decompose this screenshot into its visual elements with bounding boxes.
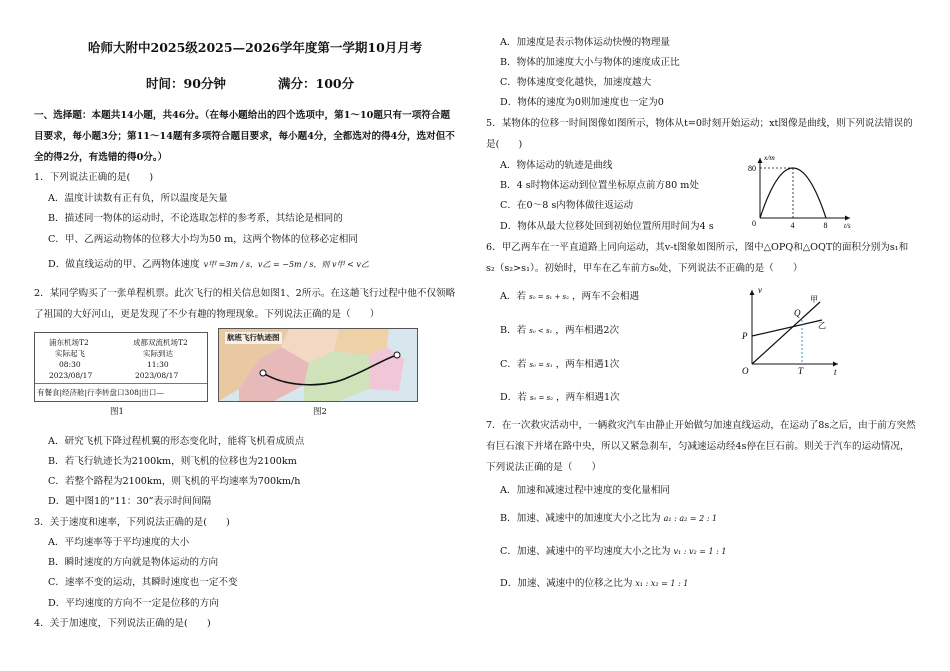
q6-P-label: P	[742, 331, 748, 341]
q5-ylabel: x/m	[764, 153, 775, 162]
q1-option-d: D．做直线运动的甲、乙两物体速度 v甲 =3m / s，v乙 = −5m / s，则 v甲 < v乙	[48, 259, 369, 270]
fig2-caption: 图2	[313, 407, 327, 417]
q4-option-b: B．物体的加速度大小与物体的速度成正比	[500, 57, 680, 68]
q6-option-b: B．若 s₀ < s₁ ，两车相遇2次	[500, 325, 620, 336]
ticket-from-label: 实际起飞	[55, 349, 85, 358]
q7-stem-line1: 7．在一次救灾活动中，一辆救灾汽车由静止开始做匀加速直线运动，在运动了8s之后，由于前方突然	[486, 420, 916, 431]
q2-stem-line2: 了祖国的大好河山，更是发现了不少有趣的物理现象。下列说法正确的是（ ）	[34, 309, 380, 320]
map-title: 航班飞行轨迹图	[227, 333, 280, 342]
q7-option-b-formula: a₁ : a₂ = 2 : 1	[663, 514, 718, 523]
exam-title: 哈师大附中2025级2025—2026学年度第一学期10月月考	[88, 40, 423, 55]
q5-option-b: B．4 s时物体运动到位置坐标原点前方80 m处	[500, 180, 699, 191]
q6-option-c-formula: s₀ = s₁	[529, 361, 553, 369]
q6-v-label: v	[758, 285, 762, 295]
ticket-to-time: 11:30	[147, 360, 169, 369]
q7-option-d-formula: x₁ : x₂ = 1 : 1	[635, 579, 689, 588]
q5-x-axis-arrow	[758, 158, 763, 163]
q1-option-a: A．温度计读数有正有负，所以温度是矢量	[48, 193, 228, 204]
section-instructions-line3: 全的得2分，有选错的得0分。）	[34, 152, 168, 163]
q2-option-d: D．题中图1的“11：30”表示时间间隔	[48, 496, 212, 507]
q1-option-d-formula: v甲 =3m / s，v乙 = −5m / s，则 v甲 < v乙	[203, 260, 369, 269]
q4-option-a: A．加速度是表示物体运动快慢的物理量	[500, 37, 671, 48]
q6-option-a: A．若 s₀ = s₁ + s₂ ，两车不会相遇	[500, 291, 640, 302]
q5-x-tick-4: 4	[790, 221, 795, 230]
ticket-to-airport: 成都双流机场T2	[133, 338, 188, 347]
q6-yi-label: 乙	[818, 321, 826, 330]
chengdu-marker	[260, 370, 266, 376]
q2-option-b: B．若飞行轨迹长为2100km，则飞机的位移也为2100km	[48, 456, 297, 467]
q3-stem: 3．关于速度和速率，下列说法正确的是( )	[34, 517, 230, 528]
ticket-from-date: 2023/08/17	[49, 371, 93, 380]
q6-T-label: T	[798, 366, 804, 376]
q5-stem-line1: 5．某物体的位移一时间图像如图所示，物体从t=0时刻开始运动；xt图像是曲线，则下列说法错误的	[486, 118, 913, 129]
q3-option-a: A．平均速率等于平均速度的大小	[48, 537, 190, 548]
ticket-divider	[35, 383, 207, 384]
q5-xlabel: t/s	[844, 222, 851, 230]
q7-option-b: B．加速、减速中的加速度大小之比为 a₁ : a₂ = 2 : 1	[500, 513, 718, 524]
fig1-caption: 图1	[110, 407, 124, 417]
q7-option-c-formula: v₁ : v₂ = 1 : 1	[673, 547, 727, 556]
q1-stem: 1．下列说法正确的是( )	[34, 172, 154, 183]
section-instructions-line1: 一、选择题：本题共14小题，共46分。（在每小题给出的四个选项中，第1～10题只有一项符合题	[34, 110, 451, 121]
section-instructions-line2: 目要求，每小题3分；第11～14题有多项符合题目要求，每小题4分，全都选对的得4分，选对但不	[34, 131, 455, 142]
q5-option-c: C．在0～8 s内物体做往返运动	[500, 200, 634, 211]
q6-jia-label: 甲	[810, 295, 818, 304]
q6-Q-label: Q	[794, 308, 801, 318]
q7-option-a: A．加速和减速过程中速度的变化量相同	[500, 485, 671, 496]
q2-stem-line1: 2．某同学购买了一张单程机票。此次飞行的相关信息如图1、2所示。在这趟飞行过程中他不仅领略	[34, 288, 456, 299]
q5-t-axis-arrow	[845, 216, 850, 221]
q7-stem-line2: 有巨石滚下并堵在路中央，所以又紧急刹车，匀减速运动经4s停在巨石前。则关于汽车的运动情况，	[486, 441, 910, 452]
q6-option-b-formula: s₀ < s₁	[529, 327, 553, 335]
ticket-footer: 有餐食|经济舱|行李转盘口308|出口—	[37, 388, 164, 397]
q1-option-c: C．甲、乙两运动物体的位移大小均为50 m，这两个物体的位移必定相同	[48, 234, 358, 245]
q5-option-d: D．物体从最大位移处回到初始位置所用时间为4 s	[500, 221, 714, 232]
ticket-to-label: 实际到达	[143, 349, 173, 358]
q6-t-label: t	[834, 367, 837, 377]
q1-option-b: B．描述同一物体的运动时，不论选取怎样的参考系，其结论是相同的	[48, 213, 343, 224]
exam-score: 满分：100分	[278, 76, 355, 91]
q7-stem-line3: 下列说法正确的是（ ）	[486, 462, 602, 473]
exam-time: 时间：90分钟	[146, 76, 226, 91]
ticket-from-airport: 浦东机场T2	[49, 338, 89, 347]
q6-option-d-formula: s₀ = s₂	[529, 394, 554, 402]
q6-t-axis-arrow	[833, 362, 838, 367]
q4-option-d: D．物体的速度为0则加速度也一定为0	[500, 97, 664, 108]
q6-stem-line1: 6．甲乙两车在一平直道路上同向运动，其v-t图象如图所示，图中△OPQ和△OQT的面积分别为s₁和	[486, 242, 909, 253]
q2-option-a: A．研究飞机下降过程机翼的形态变化时，能将飞机看成质点	[48, 436, 305, 447]
q6-option-d: D．若 s₀ = s₂ ，两车相遇1次	[500, 392, 620, 403]
q4-stem: 4．关于加速度，下列说法正确的是( )	[34, 618, 211, 629]
q6-option-c: C．若 s₀ = s₁ ，两车相遇1次	[500, 359, 620, 370]
q6-v-axis-arrow	[750, 290, 755, 295]
q6-option-a-formula: s₀ = s₁ + s₂	[529, 293, 569, 301]
q3-option-c: C．速率不变的运动，其瞬时速度也一定不变	[48, 577, 238, 588]
q2-option-c: C．若整个路程为2100km，则飞机的平均速率为700km/h	[48, 476, 301, 487]
q6-line-jia	[752, 302, 820, 364]
q6-stem-line2: s₂（s₂>s₁）。初始时，甲车在乙车前方s₀处，下列说法不正确的是（ ）	[486, 263, 803, 274]
q5-x-tick-8: 8	[823, 221, 828, 230]
q5-y-tick-80: 80	[748, 164, 756, 173]
q5-xt-graph	[748, 150, 858, 232]
q7-option-d: D．加速、减速中的位移之比为 x₁ : x₂ = 1 : 1	[500, 578, 689, 589]
q4-option-c: C．物体速度变化越快，加速度越大	[500, 77, 652, 88]
q7-option-c: C．加速、减速中的平均速度大小之比为 v₁ : v₂ = 1 : 1	[500, 546, 727, 557]
q3-option-b: B．瞬时速度的方向就是物体运动的方向	[48, 557, 219, 568]
q5-option-a: A．物体运动的轨迹是曲线	[500, 160, 613, 171]
shanghai-marker	[394, 352, 400, 358]
q5-x-tick-0: 0	[752, 219, 756, 228]
ticket-from-time: 08:30	[59, 360, 81, 369]
q6-vt-graph	[738, 284, 848, 378]
ticket-to-date: 2023/08/17	[135, 371, 179, 380]
flight-map-figure	[218, 328, 418, 402]
q6-line-yi	[752, 320, 822, 336]
ticket-figure	[34, 332, 208, 402]
q5-stem-line2: 是( )	[486, 139, 523, 150]
q6-O-label: O	[742, 366, 749, 376]
q3-option-d: D．平均速度的方向不一定是位移的方向	[48, 598, 219, 609]
